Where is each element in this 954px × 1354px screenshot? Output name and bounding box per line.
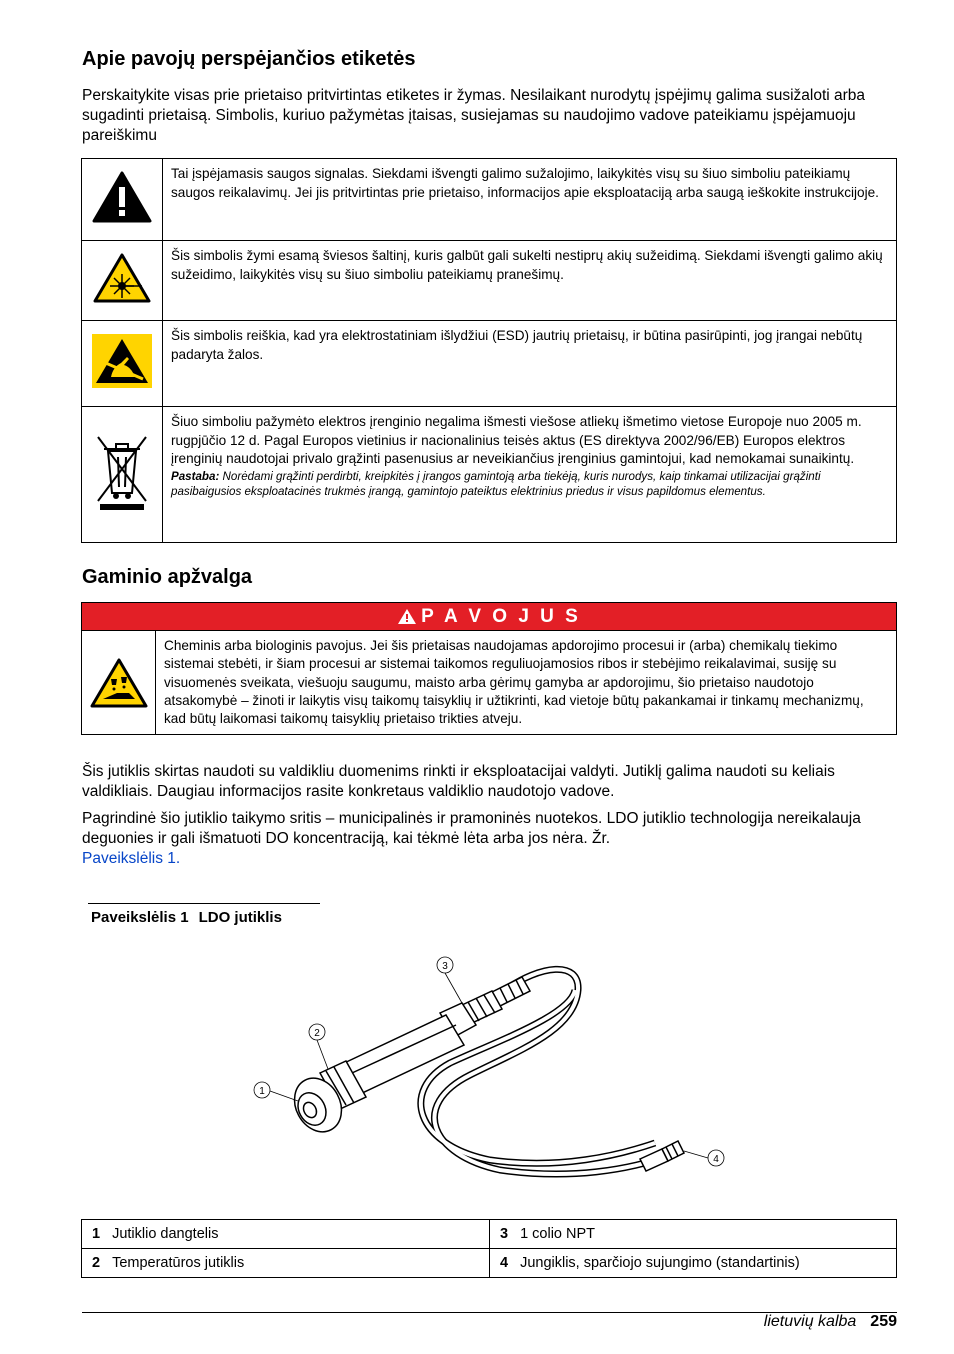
legend-number: 2 (92, 1255, 101, 1271)
symbols-table (81, 158, 897, 543)
figure-link[interactable]: Paveikslėlis 1. (82, 850, 181, 867)
symbol-description: Tai įspėjamasis saugos signalas. Siekdami išvengti galimo sužalojimo, laikykitės visų su šiuo simboliu pateikiamų saugos reikalavimų. Jei jis pritvirtintas prie prietaiso, informacijos apie eksploataciją arba saugą ieškokite instrukcijoje. (163, 159, 897, 241)
legend-label: 1 colio NPT (520, 1226, 596, 1242)
legend-table (81, 1219, 897, 1278)
warning-triangle-icon (397, 608, 417, 625)
legend-label: Temperatūros jutiklis (112, 1255, 245, 1271)
legend-cell (82, 1220, 490, 1249)
callout-3: 3 (442, 961, 448, 972)
weee-crossed-bin-icon (82, 407, 163, 543)
chemical-hazard-icon (82, 631, 156, 734)
section-title: Apie pavojų perspėjančios etiketės (82, 48, 416, 70)
section-title: Gaminio apžvalga (82, 566, 253, 588)
legend-row (82, 1220, 897, 1249)
legend-number: 1 (92, 1226, 101, 1242)
legend-cell (490, 1220, 897, 1249)
legend-label: Jungiklis, sparčiojo sujungimo (standartinis) (520, 1255, 800, 1271)
warning-triangle-icon (82, 159, 163, 241)
paragraph-text: Pagrindinė šio jutiklio taikymo sritis – municipalinės ir pramoninės nuotekos. LDO jutiklio technologija nereikalauja deguonies ir gali išmatuoti DO koncentraciją, kai tėkmė lėta arba jos nėra. Žr. (82, 810, 861, 847)
symbol-description: Šis simbolis žymi esamą šviesos šaltinį, kuris galbūt gali sukelti nestiprų akių sužeidimą. Siekdami išvengti galimo akių sužeidimo, laikykitės visų su šiuo simboliu pateikiamų pranešimų. (163, 241, 897, 321)
figure-caption (91, 909, 282, 926)
legend-cell (82, 1249, 490, 1278)
danger-text: Cheminis arba biologinis pavojus. Jei šis prietaisas naudojamas apdorojimo procesui ir (arba) chemikalų tiekimo sistemai stebėti, ir šiam procesui ar sistemai taikomos reguliuojamosios ribos ir stebėjimo reikalavimai, susiję su visuomenės sveikata, viešuoju saugumu, maisto arba gėrimų gamyba ar apdorojimu, šio prietaiso naudotojo atsakomybė – žinoti ir laikytis visų taikomų taisyklių ir užtikrinti, kad vietoje būtų pakankamai ir tinkamų mechanizmų, kad būtų laikomasi taikomų taisyklių prietaiso trikties atveju. (164, 638, 864, 727)
legend-label: Jutiklio dangtelis (112, 1226, 219, 1242)
intro-paragraph: Perskaitykite visas prie prietaiso pritvirtintas etiketes ir žymas. Nesilaikant nurodytų įspėjimų galima susižaloti arba sugadinti prietaisą. Simbolis, kuriuo pažymėtas įtaisas, susiejamas su naudojimo vadove pateikiamu įspėjamuoju pareiškimu (82, 87, 866, 144)
weee-note (171, 469, 888, 500)
legend-number: 3 (500, 1226, 509, 1242)
figure-title: LDO jutiklis (198, 909, 282, 926)
footer-language: lietuvių kalba (763, 1313, 857, 1330)
danger-box (81, 602, 897, 735)
body-paragraph (82, 809, 897, 869)
body-paragraph: Šis jutiklis skirtas naudoti su valdikliu duomenims rinkti ir eksploatacijai valdyti. Jutiklį galima naudoti su keliais valdikliais. Daugiau informacijos rasite konkretaus valdiklio naudotojo vadove. (82, 763, 835, 800)
callout-4: 4 (713, 1154, 719, 1165)
danger-body (82, 631, 896, 734)
symbol-row (82, 159, 897, 241)
figure-number: Paveikslėlis 1 (91, 909, 189, 926)
callout-2: 2 (314, 1028, 320, 1039)
ldo-sensor-diagram (200, 945, 760, 1210)
callout-1: 1 (259, 1086, 265, 1097)
symbol-description: Šis simbolis reiškia, kad yra elektrostatiniam išlydžiui (ESD) jautrių prietaisų, ir būtina pasirūpinti, jog įrangai nebūtų padaryta žalos. (163, 321, 897, 407)
page-footer (764, 1313, 897, 1331)
legend-row (82, 1249, 897, 1278)
symbol-row (82, 241, 897, 321)
figure-rule (88, 903, 320, 904)
esd-warning-icon (82, 321, 163, 407)
symbol-description (163, 407, 897, 543)
note-text: Norėdami grąžinti perdirbti, kreipkitės į įrangos gamintoją arba tiekėją, kuris nurodys, kaip tinkamai utilizacijai grąžinti pasibaigusios eksploatacinės trukmės įrangą, gamintojo pateiktus elektrinius priedus ir visus papildomus elementus. (171, 469, 821, 498)
danger-header (82, 603, 896, 631)
note-label: Pastaba: (171, 469, 220, 483)
page-number: 259 (870, 1313, 897, 1330)
legend-number: 4 (500, 1255, 509, 1271)
danger-label: P A V O J U S (421, 605, 581, 627)
legend-cell (490, 1249, 897, 1278)
symbol-row (82, 407, 897, 543)
laser-warning-icon (82, 241, 163, 321)
weee-text: Šiuo simboliu pažymėto elektros įrenginio negalima išmesti viešose atliekų išmetimo vietose Europoje nuo 2005 m. rugpjūčio 12 d. Pagal Europos vietinius ir nacionalinius teisės aktus (ES direktyva 2002/96/EB) Europos elektros įrenginių naudotojai privalo grąžinti pasenusius ar neveikiančius įrenginius gamintojui, kad nemokamai sunaikintų. (171, 414, 862, 466)
symbol-row (82, 321, 897, 407)
